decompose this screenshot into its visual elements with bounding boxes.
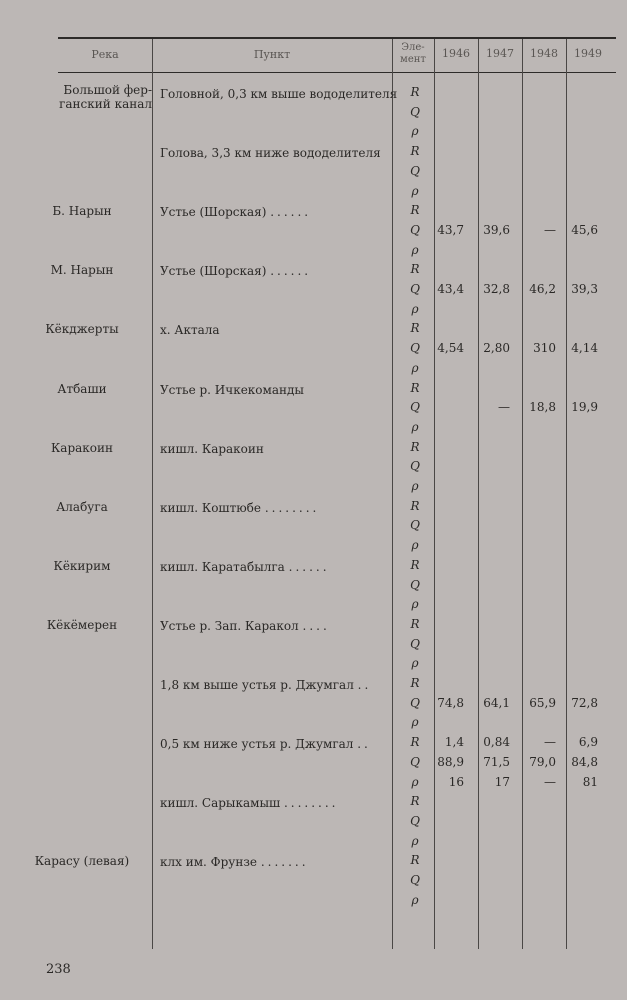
point-name: кишл. Каратабылга ...... bbox=[160, 559, 330, 574]
element-symbol: ρ bbox=[411, 715, 419, 730]
element-symbol: R bbox=[410, 735, 420, 750]
leader-dots: ........ bbox=[283, 796, 339, 811]
value-cell: 19,9 bbox=[571, 400, 598, 415]
element-symbol: Q bbox=[410, 577, 420, 592]
point-name: Устье р. Зап. Каракол .... bbox=[160, 618, 330, 633]
table-header-rule bbox=[58, 72, 616, 73]
value-cell: — bbox=[544, 222, 556, 237]
element-symbol: ρ bbox=[411, 301, 419, 316]
header-year-1947: 1947 bbox=[486, 47, 514, 60]
element-symbol: Q bbox=[410, 282, 420, 296]
column-divider-1948 bbox=[566, 39, 567, 949]
point-name: кишл. Сарыкамыш ........ bbox=[160, 796, 339, 811]
value-cell: 18,8 bbox=[529, 400, 556, 415]
leader-dots: ...... bbox=[270, 264, 312, 279]
value-cell: 43,4 bbox=[437, 282, 464, 296]
element-symbol: ρ bbox=[411, 774, 419, 789]
value-cell: 4,54 bbox=[437, 341, 464, 356]
element-symbol: ρ bbox=[411, 597, 419, 612]
header-year-1946: 1946 bbox=[442, 47, 470, 60]
column-divider-1947 bbox=[522, 39, 523, 949]
value-cell: 39,6 bbox=[483, 222, 510, 237]
river-name: М. Нарын bbox=[50, 263, 114, 278]
element-symbol: R bbox=[410, 380, 420, 395]
element-symbol: Q bbox=[410, 104, 420, 119]
value-cell: 2,80 bbox=[483, 341, 510, 356]
value-cell: 32,8 bbox=[483, 282, 510, 296]
element-symbol: Q bbox=[410, 873, 420, 887]
column-divider-river bbox=[152, 39, 153, 949]
value-cell: 43,7 bbox=[437, 222, 464, 237]
element-symbol: R bbox=[410, 439, 420, 454]
value-cell: 16 bbox=[448, 774, 464, 789]
leader-dots: ...... bbox=[270, 205, 312, 220]
column-divider-element bbox=[434, 39, 435, 949]
element-symbol: Q bbox=[410, 222, 420, 237]
element-symbol: R bbox=[410, 144, 420, 159]
column-divider-point bbox=[392, 39, 393, 949]
point-name: Устье р. Ичкекоманды bbox=[160, 382, 304, 397]
point-name: Устье (Шорская) ...... bbox=[160, 264, 312, 279]
river-name: Кёкирим bbox=[53, 558, 111, 573]
element-symbol: Q bbox=[410, 400, 420, 415]
point-name: Устье (Шорская) ...... bbox=[160, 205, 312, 220]
point-name: кишл. Коштюбе ........ bbox=[160, 500, 320, 515]
column-divider-1946 bbox=[478, 39, 479, 949]
value-cell: 17 bbox=[494, 774, 510, 789]
river-name: Б. Нарын bbox=[52, 204, 112, 219]
leader-dots: .... bbox=[302, 618, 330, 633]
header-point: Пункт bbox=[253, 48, 291, 61]
value-cell: 39,3 bbox=[571, 282, 598, 296]
value-cell: 74,8 bbox=[437, 695, 464, 710]
river-name: Атбаши bbox=[57, 381, 107, 396]
element-symbol: ρ bbox=[411, 479, 419, 493]
element-symbol: Q bbox=[410, 813, 420, 828]
value-cell: — bbox=[498, 400, 510, 415]
element-symbol: R bbox=[410, 498, 420, 513]
element-symbol: R bbox=[410, 557, 420, 572]
element-symbol: ρ bbox=[411, 419, 419, 434]
element-symbol: Q bbox=[410, 163, 420, 178]
leader-dots: ...... bbox=[288, 559, 330, 574]
element-symbol: ρ bbox=[411, 124, 419, 139]
element-symbol: Q bbox=[410, 518, 420, 533]
value-cell: 71,5 bbox=[483, 754, 510, 769]
point-name: 0,5 км ниже устья р. Джумгал .. bbox=[160, 737, 371, 752]
value-cell: 84,8 bbox=[571, 754, 598, 769]
element-symbol: R bbox=[410, 321, 420, 336]
leader-dots: .. bbox=[357, 737, 371, 752]
value-cell: 1,4 bbox=[444, 735, 464, 750]
value-cell: 310 bbox=[533, 341, 556, 356]
river-name: Алабуга bbox=[56, 499, 108, 514]
element-symbol: ρ bbox=[411, 360, 419, 375]
element-symbol: Q bbox=[410, 754, 420, 769]
value-cell: 45,6 bbox=[571, 222, 598, 237]
element-symbol: R bbox=[410, 616, 420, 631]
river-name: Большой фер- ганский канал bbox=[59, 83, 152, 111]
element-symbol: ρ bbox=[411, 538, 419, 553]
value-cell: 0,84 bbox=[483, 735, 510, 750]
point-name: Голова, 3,3 км ниже вододелителя bbox=[160, 146, 381, 161]
element-symbol: R bbox=[410, 85, 420, 99]
element-symbol: R bbox=[410, 676, 420, 690]
river-name: Кёкджерты bbox=[45, 322, 119, 337]
element-symbol: R bbox=[410, 262, 420, 277]
point-name: х. Актала bbox=[160, 323, 220, 338]
river-name: Кёкёмерен bbox=[46, 617, 118, 632]
value-cell: — bbox=[544, 735, 556, 750]
element-symbol: ρ bbox=[411, 892, 419, 907]
leader-dots: .. bbox=[357, 678, 372, 692]
point-name: клх им. Фрунзе ....... bbox=[160, 855, 309, 870]
value-cell: 81 bbox=[582, 774, 598, 789]
element-symbol: ρ bbox=[411, 833, 419, 848]
leader-dots: ....... bbox=[260, 855, 309, 870]
value-cell: 4,14 bbox=[571, 341, 598, 356]
element-symbol: R bbox=[410, 853, 420, 868]
header-river: Река bbox=[91, 48, 119, 61]
element-symbol: ρ bbox=[411, 656, 419, 671]
value-cell: 6,9 bbox=[578, 735, 598, 750]
header-element: Эле- мент bbox=[400, 42, 426, 65]
element-symbol: ρ bbox=[411, 242, 419, 257]
page-number: 238 bbox=[46, 962, 71, 977]
element-symbol: ρ bbox=[411, 183, 419, 198]
value-cell: 65,9 bbox=[529, 695, 556, 710]
value-cell: 79,0 bbox=[529, 754, 556, 769]
point-name: кишл. Каракоин bbox=[160, 441, 264, 456]
header-year-1949: 1949 bbox=[574, 47, 602, 60]
element-symbol: R bbox=[410, 203, 420, 218]
table-top-rule bbox=[58, 37, 616, 39]
element-symbol: Q bbox=[410, 341, 420, 356]
value-cell: 46,2 bbox=[529, 282, 556, 296]
leader-dots: ........ bbox=[264, 500, 320, 515]
value-cell: — bbox=[544, 774, 556, 789]
river-name: Карасу (левая) bbox=[34, 854, 130, 869]
value-cell: 88,9 bbox=[437, 754, 464, 769]
element-symbol: R bbox=[410, 794, 420, 809]
point-name: Головной, 0,3 км выше вододелителя bbox=[160, 87, 398, 101]
value-cell: 64,1 bbox=[483, 695, 510, 710]
element-symbol: Q bbox=[410, 636, 420, 651]
element-symbol: Q bbox=[410, 459, 420, 474]
header-year-1948: 1948 bbox=[530, 47, 558, 60]
element-symbol: Q bbox=[410, 695, 420, 710]
river-name: Каракоин bbox=[51, 440, 113, 455]
value-cell: 72,8 bbox=[571, 695, 598, 710]
point-name: 1,8 км выше устья р. Джумгал .. bbox=[160, 678, 372, 692]
